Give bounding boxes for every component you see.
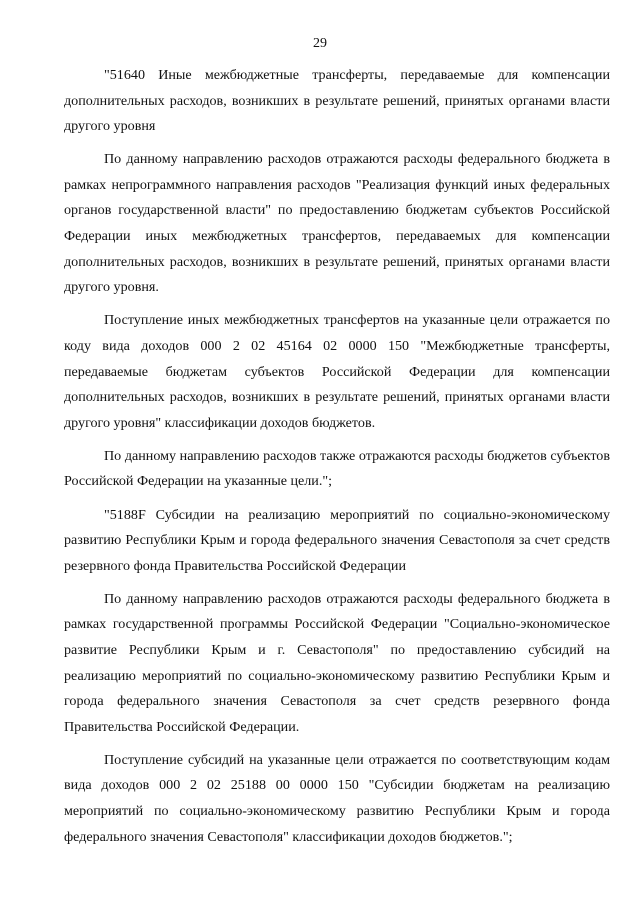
paragraph-51640-subjects: По данному направлению расходов также отражаются расходы бюджетов субъектов Российской Федерации на указанные цели.";	[64, 447, 610, 490]
paragraph-5188f-income-code: Поступление субсидий на указанные цели отражается по соответствующим кодам вида доходов 000 2 02 25188 00 0000 150 "Субсидии бюджетам на реализацию мероприятий по социально-экономическому развитию Республики Крым и города федерального значения Севастополя" классификации доходов бюджетов.";	[64, 751, 610, 845]
paragraph-5188f-description: По данному направлению расходов отражаются расходы федерального бюджета в рамках государственной программы Российской Федерации "Социально-экономическое развитие Республики Крым и г. Севастополя" по предоставлению субсидий на реализацию мероприятий по социально-экономическому развитию Республики Крым и города федерального значения Севастополя за счет средств резервного фонда Правительства Российской Федерации.	[64, 590, 610, 735]
paragraph-51640-heading: "51640 Иные межбюджетные трансферты, передаваемые для компенсации дополнительных расходов, возникших в результате решений, принятых органами власти другого уровня	[64, 67, 610, 135]
paragraph-5188f-heading: "5188F Субсидии на реализацию мероприятий по социально-экономическому развитию Республики Крым и города федерального значения Севастополя за счет средств резервного фонда Правительства Российской Федерации	[64, 506, 610, 574]
page-number: 29	[313, 36, 327, 51]
document-body	[64, 63, 610, 858]
paragraph-51640-description: По данному направлению расходов отражаются расходы федерального бюджета в рамках непрограммного направления расходов "Реализация функций иных федеральных органов государственной власти" по предоставлению бюджетам субъектов Российской Федерации иных межбюджетных трансфертов, передаваемых для компенсации дополнительных расходов, возникших в результате решений, принятых органами власти другого уровня.	[64, 151, 610, 296]
paragraph-51640-income-code: Поступление иных межбюджетных трансфертов на указанные цели отражается по коду вида доходов 000 2 02 45164 02 0000 150 "Межбюджетные трансферты, передаваемые бюджетам субъектов Российской Федерации для компенсации дополнительных расходов, возникших в результате решений, принятых органами власти другого уровня" классификации доходов бюджетов.	[64, 312, 610, 431]
